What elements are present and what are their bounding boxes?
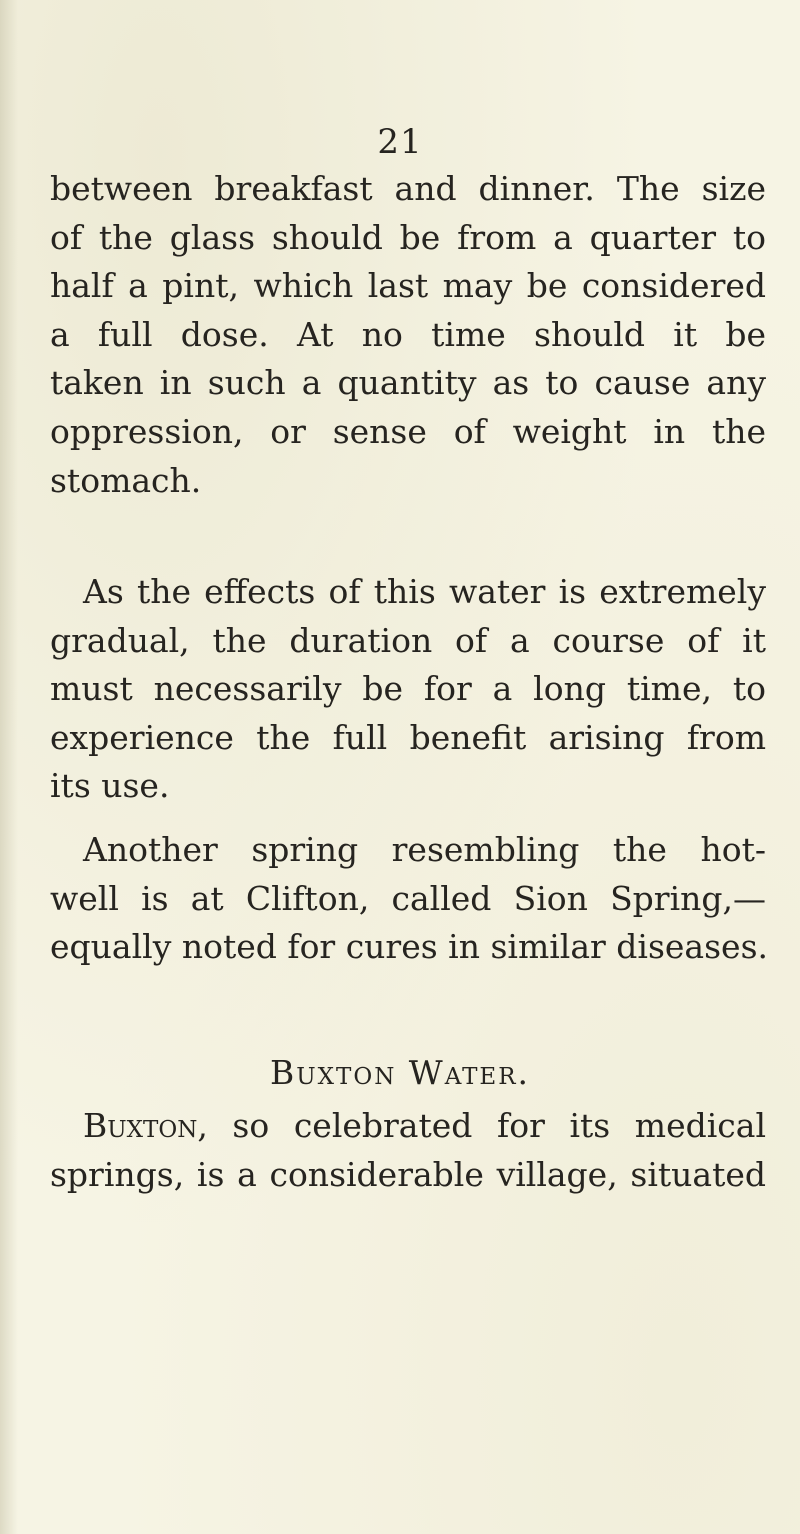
paragraph-1-line-6: oppression, or sense of weight in the (50, 411, 766, 451)
paragraph-2-line-3: must necessarily be for a long time, to (50, 669, 766, 709)
paragraph-3-line-1: Another spring resembling the hot- (83, 830, 766, 869)
paragraph-3 (50, 826, 766, 972)
paragraph-4-line-1-rest: so celebrated for its medical (207, 1106, 766, 1145)
paragraph-4-lead-word: Buxton, (83, 1106, 208, 1145)
paragraph-2-line-5: its use. (50, 766, 170, 806)
page-number: 21 (377, 122, 423, 162)
paragraph-1-line-4: a full dose. At no time should it be (50, 314, 766, 354)
paragraph-3-line-3: equally noted for cures in similar diseases. (50, 927, 768, 967)
paragraph-1-line-3: half a pint, which last may be considered (50, 266, 766, 306)
paragraph-2-line-1: As the effects of this water is extremely (83, 572, 766, 611)
paragraph-1-line-5: taken in such a quantity as to cause any (50, 363, 766, 403)
page-edge-shadow (0, 0, 18, 1534)
paragraph-4-line-2: springs, is a considerable village, situated (50, 1154, 766, 1194)
paragraph-1-line-7: stomach. (50, 460, 202, 500)
section-heading: Buxton Water. (269, 1053, 531, 1092)
paragraph-2 (50, 568, 766, 811)
paragraph-1-line-2: of the glass should be from a quarter to (50, 217, 766, 257)
paragraph-3-line-2: well is at Clifton, called Sion Spring,— (50, 878, 766, 918)
paragraph-1-line-1: between breakfast and dinner. The size (50, 169, 766, 208)
paragraph-4-line-1 (50, 1102, 766, 1151)
paragraph-2-line-4: experience the full benefit arising from (50, 717, 766, 757)
paragraph-2-line-2: gradual, the duration of a course of it (50, 620, 766, 660)
paragraph-1 (50, 165, 766, 505)
paragraph-4 (50, 1102, 766, 1199)
